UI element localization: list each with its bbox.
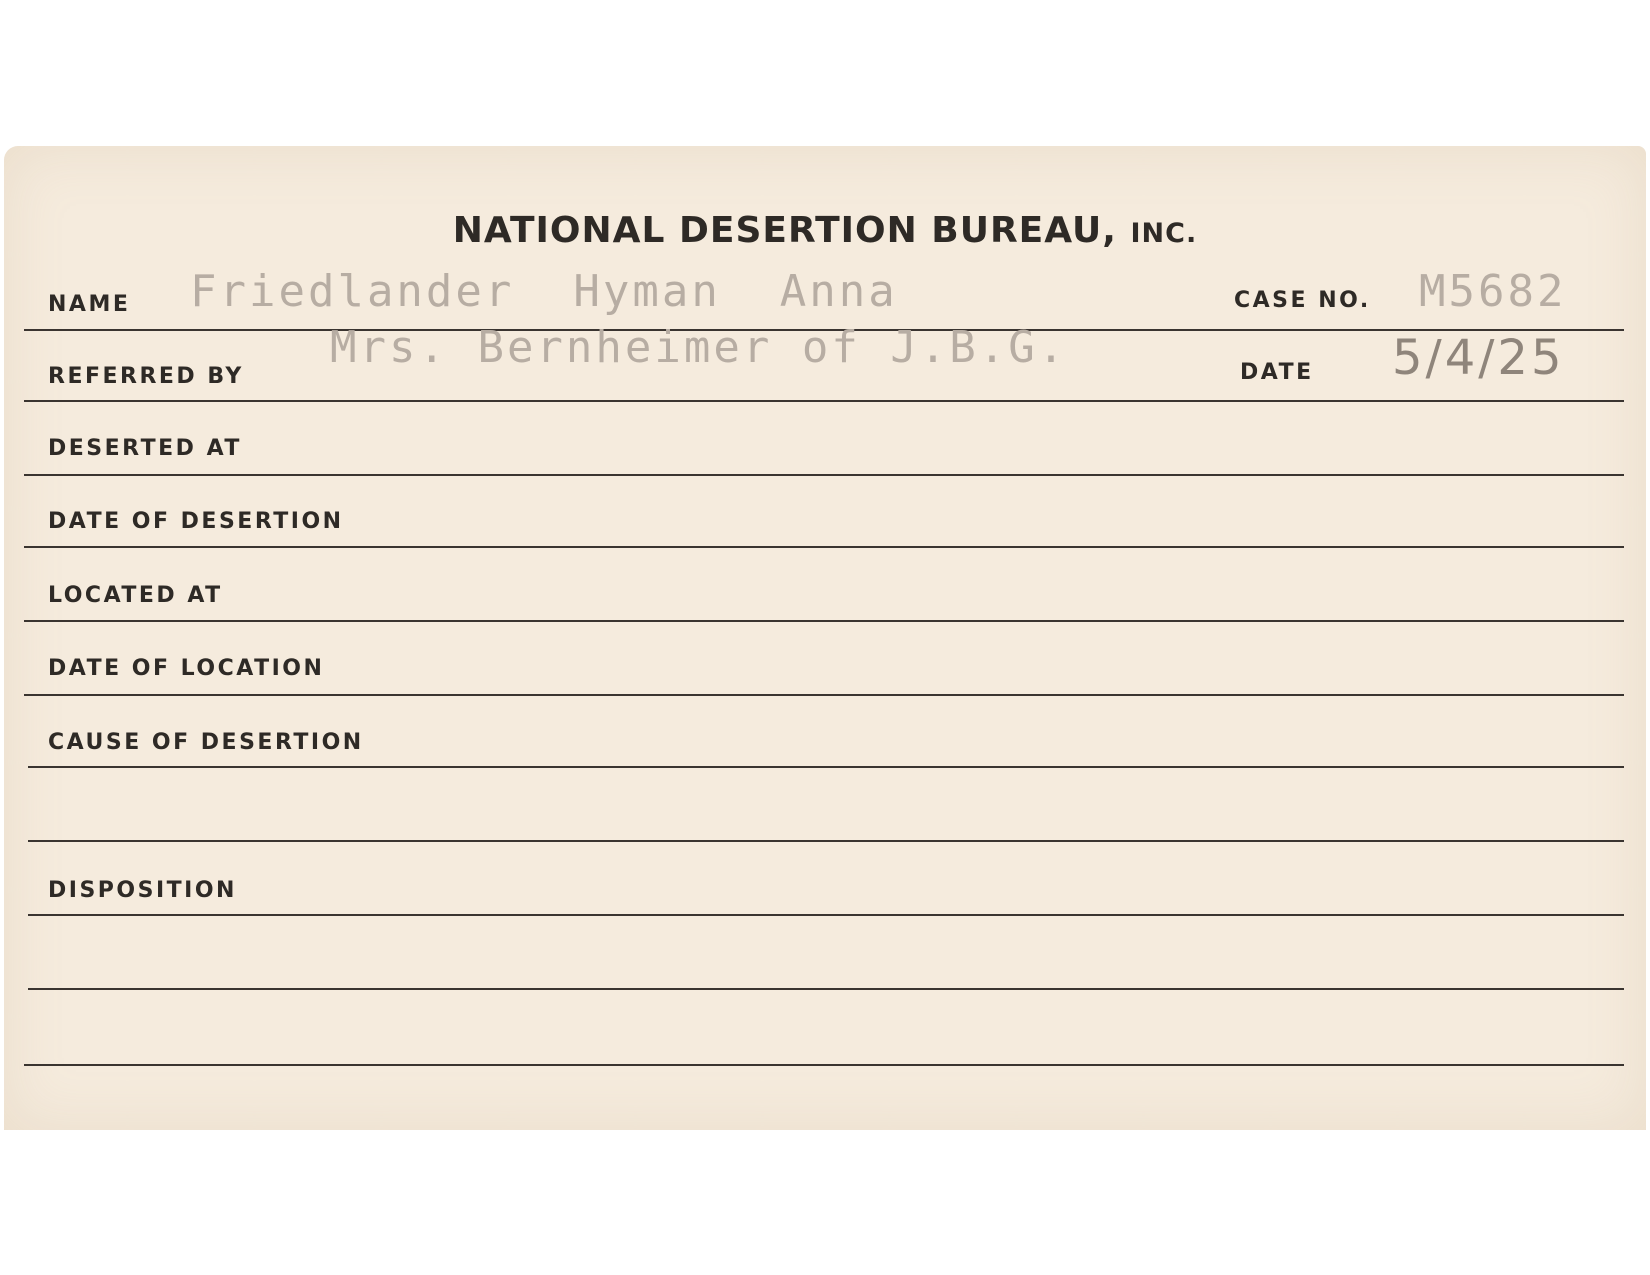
case-no-value: M5682 — [1419, 266, 1567, 317]
referred-by-value: Mrs. Bernheimer of J.B.G. — [330, 322, 1068, 373]
record-card — [4, 146, 1646, 1130]
disposition-line — [28, 914, 1624, 916]
date-of-desertion-line — [24, 546, 1624, 548]
located-at-line — [24, 620, 1624, 622]
case-no-label: CASE NO. — [1234, 288, 1371, 313]
name-value: Friedlander Hyman Anna — [190, 266, 898, 317]
date-label: DATE — [1240, 360, 1314, 385]
disposition-label: DISPOSITION — [48, 878, 237, 903]
date-of-location-label: DATE OF LOCATION — [48, 656, 325, 681]
referred-by-label: REFERRED BY — [48, 364, 244, 389]
card-title: NATIONAL DESERTION BUREAU, INC. — [452, 210, 1198, 251]
date-of-desertion-label: DATE OF DESERTION — [48, 509, 344, 534]
cause-of-desertion-line-2 — [28, 840, 1624, 842]
cause-of-desertion-label: CAUSE OF DESERTION — [48, 730, 364, 755]
disposition-line-2 — [28, 988, 1624, 990]
cause-of-desertion-line — [28, 766, 1624, 768]
deserted-at-line — [24, 474, 1624, 476]
date-of-location-line — [24, 694, 1624, 696]
name-label: NAME — [48, 292, 131, 317]
disposition-line-3 — [24, 1064, 1624, 1066]
referred-by-line — [24, 400, 1624, 402]
deserted-at-label: DESERTED AT — [48, 436, 242, 461]
located-at-label: LOCATED AT — [48, 583, 223, 608]
card-title-suffix: INC. — [1130, 218, 1198, 249]
date-value: 5/4/25 — [1392, 330, 1565, 386]
